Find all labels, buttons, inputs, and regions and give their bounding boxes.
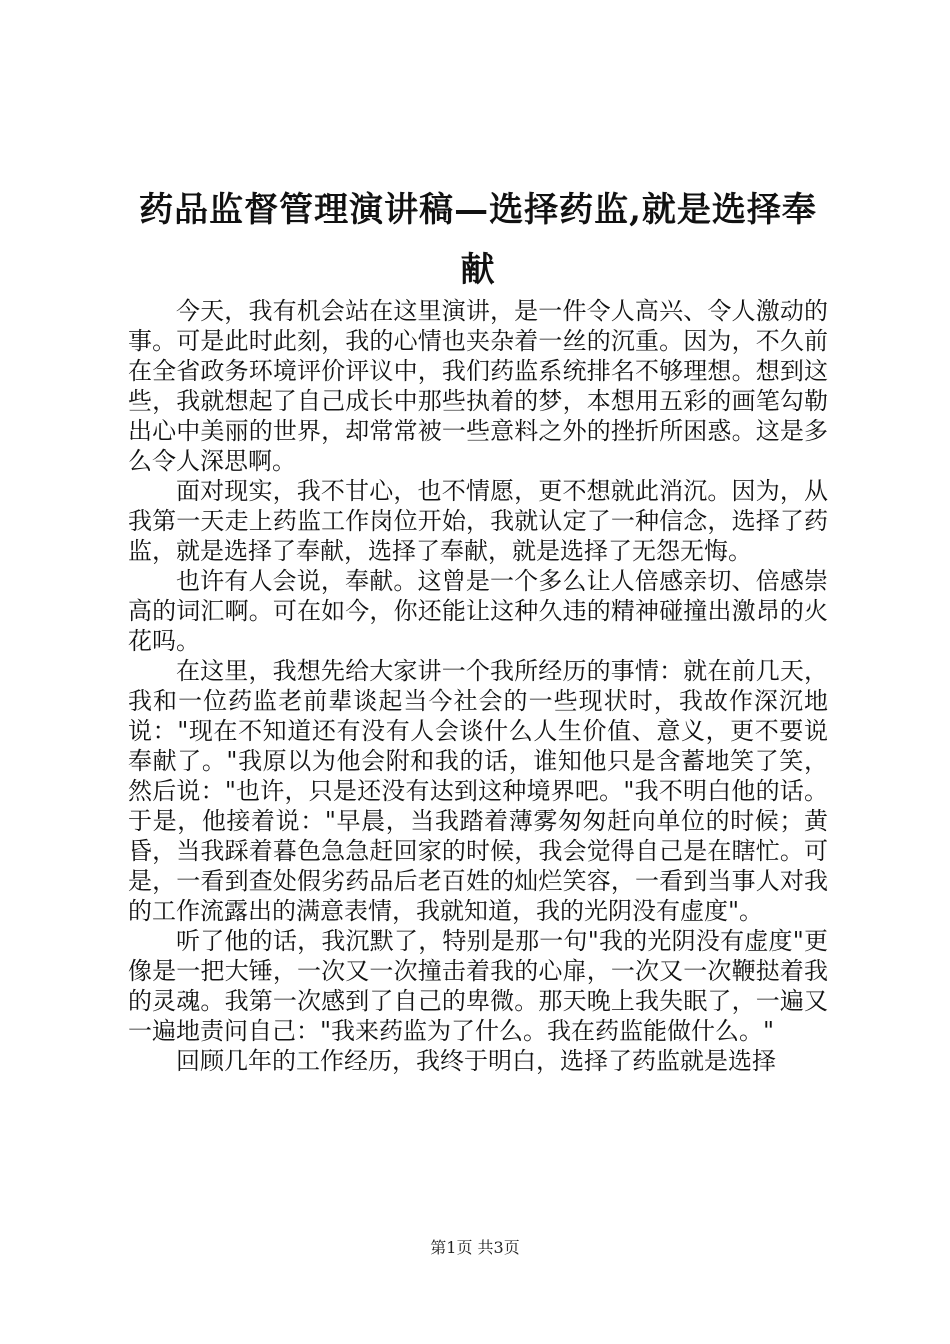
paragraph: 面对现实，我不甘心，也不情愿，更不想就此消沉。因为，从我第一天走上药监工作岗位开始，我就认定了一种信念，选择了药监，就是选择了奉献，选择了奉献，就是选择了无怨无悔。 [128, 477, 828, 565]
paragraph: 回顾几年的工作经历，我终于明白，选择了药监就是选择 [176, 1047, 776, 1075]
paragraph: 也许有人会说，奉献。这曾是一个多么让人倍感亲切、倍感崇高的词汇啊。可在如今，你还能让这种久违的精神碰撞出激昂的火花吗。 [128, 567, 828, 655]
paragraph: 今天，我有机会站在这里演讲，是一件令人高兴、令人激动的事。可是此时此刻，我的心情也夹杂着一丝的沉重。因为，不久前在全省政务环境评价评议中，我们药监系统排名不够理想。想到这些，我就想起了自己成长中那些执着的梦，本想用五彩的画笔勾勒出心中美丽的世界，却常常被一些意料之外的挫折所困惑。这是多么令人深思啊。 [128, 297, 828, 475]
paragraph: 在这里，我想先给大家讲一个我所经历的事情：就在前几天，我和一位药监老前辈谈起当今社会的一些现状时，我故作深沉地说："现在不知道还有没有人会谈什么人生价值、意义，更不要说奉献了。"我原以为他会附和我的话，谁知他只是含蓄地笑了笑，然后说："也许，只是还没有达到这种境界吧。"我不明白他的话。于是，他接着说："早晨，当我踏着薄雾匆匆赶向单位的时候；黄昏，当我踩着暮色急急赶回家的时候，我会觉得自己是在瞎忙。可是，一看到查处假劣药品后老百姓的灿烂笑容，一看到当事人对我的工作流露出的满意表情，我就知道，我的光阴没有虚度"。 [128, 657, 828, 925]
document-title: 药品监督管理演讲稿—选择药监,就是选择奉献 [139, 190, 817, 290]
document-body [128, 296, 828, 1076]
paragraph: 听了他的话，我沉默了，特别是那一句"我的光阴没有虚度"更像是一把大锤，一次又一次撞击着我的心扉，一次又一次鞭挞着我的灵魂。我第一次感到了自己的卑微。那天晚上我失眠了，一遍又一遍地责问自己："我来药监为了什么。我在药监能做什么。" [128, 927, 828, 1045]
page-footer: 第1页 共3页 [430, 1238, 520, 1257]
